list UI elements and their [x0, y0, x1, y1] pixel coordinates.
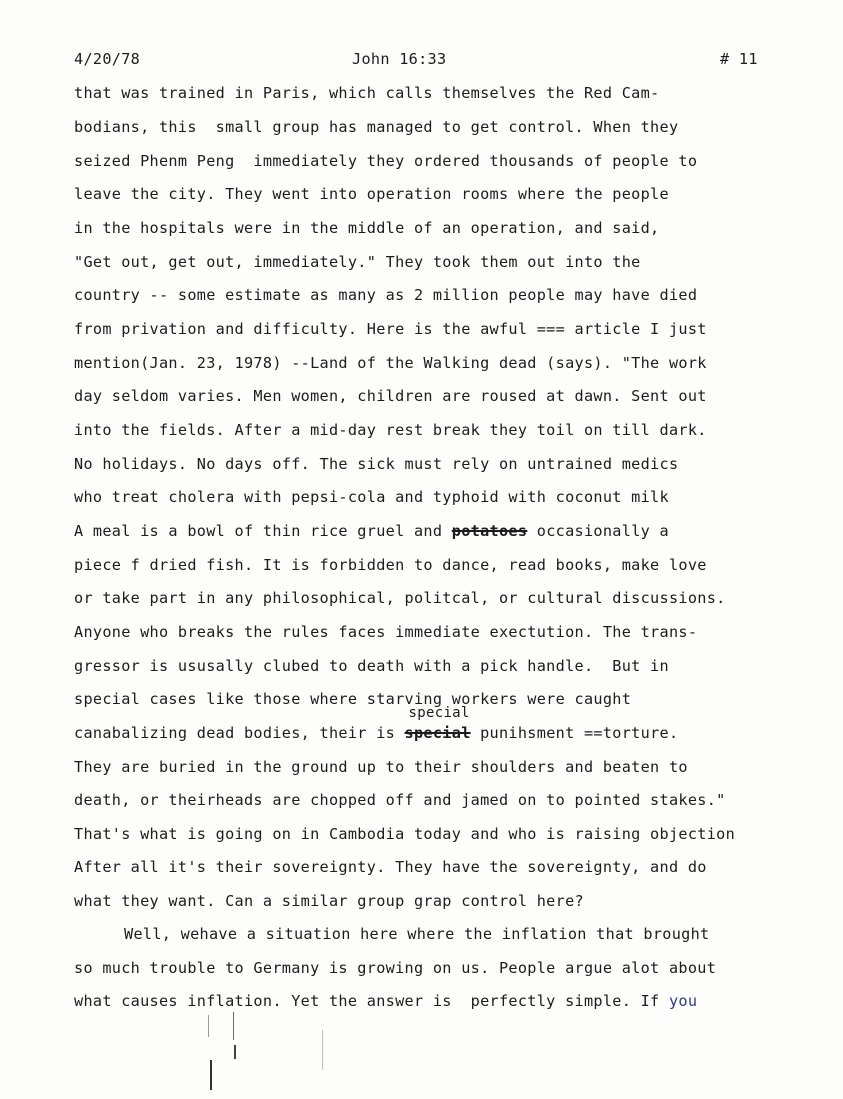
text-line: death, or theirheads are chopped off and jamed on to pointed stakes.": [74, 791, 726, 809]
struck-word: special: [404, 724, 471, 742]
page-number: # 11: [720, 50, 758, 68]
text-line: special cases like those where starving workers were caught: [74, 690, 632, 708]
text-line: That's what is going on in Cambodia today and who is raising objection: [74, 825, 736, 843]
corrected-word: [404, 705, 471, 742]
inserted-correction: special: [408, 705, 470, 721]
text-line: so much trouble to Germany is growing on us. People argue alot about: [74, 959, 717, 977]
text-line: seized Phenm Peng immediately they ordered thousands of people to: [74, 152, 698, 170]
text-line: leave the city. They went into operation rooms where the people: [74, 185, 669, 203]
paragraph-first-line: Well, wehave a situation here where the inflation that brought: [124, 925, 710, 943]
text-line: "Get out, get out, immediately." They took them out into the: [74, 253, 641, 271]
text-line: who treat cholera with pepsi-cola and typhoid with coconut milk: [74, 488, 669, 506]
text-segment: occasionally a: [527, 522, 669, 540]
text-segment: punihsment ==torture.: [470, 724, 679, 742]
scan-mark: [234, 1045, 236, 1059]
struck-word: potatoes: [451, 522, 528, 540]
scan-mark: [210, 1060, 212, 1090]
text-line: country -- some estimate as many as 2 million people may have died: [74, 286, 698, 304]
text-line: Anyone who breaks the rules faces immediate exectution. The trans-: [74, 623, 698, 641]
text-line: [74, 992, 697, 1010]
text-line: No holidays. No days off. The sick must rely on untrained medics: [74, 455, 679, 473]
text-line: in the hospitals were in the middle of an operation, and said,: [74, 219, 660, 237]
text-line: They are buried in the ground up to their shoulders and beaten to: [74, 758, 688, 776]
faint-word: you: [668, 992, 698, 1010]
text-line: from privation and difficulty. Here is the awful === article I just: [74, 320, 707, 338]
scan-mark: [208, 1015, 209, 1037]
text-line: that was trained in Paris, which calls themselves the Red Cam-: [74, 84, 660, 102]
text-line-with-correction: [74, 705, 679, 742]
page-date: 4/20/78: [74, 50, 141, 68]
text-line: day seldom varies. Men women, children are roused at dawn. Sent out: [74, 387, 707, 405]
text-line: After all it's their sovereignty. They have the sovereignty, and do: [74, 858, 707, 876]
text-line-with-strikeout: [74, 522, 669, 540]
text-line: what they want. Can a similar group grap control here?: [74, 892, 584, 910]
text-line: piece f dried fish. It is forbidden to dance, read books, make love: [74, 556, 707, 574]
scan-mark: [233, 1012, 234, 1040]
text-line: or take part in any philosophical, politcal, or cultural discussions.: [74, 589, 726, 607]
text-segment: canabalizing dead bodies, their is: [74, 724, 405, 742]
text-segment: A meal is a bowl of thin rice gruel and: [74, 522, 452, 540]
text-line: gressor is ususally clubed to death with a pick handle. But in: [74, 657, 669, 675]
text-line: into the fields. After a mid-day rest break they toil on till dark.: [74, 421, 707, 439]
scan-mark: [322, 1030, 323, 1070]
text-line: bodians, this small group has managed to get control. When they: [74, 118, 679, 136]
text-line: mention(Jan. 23, 1978) --Land of the Walking dead (says). "The work: [74, 354, 707, 372]
scripture-reference: John 16:33: [352, 50, 447, 68]
text-segment: what causes inflation. Yet the answer is perfectly simple. If: [74, 992, 669, 1010]
